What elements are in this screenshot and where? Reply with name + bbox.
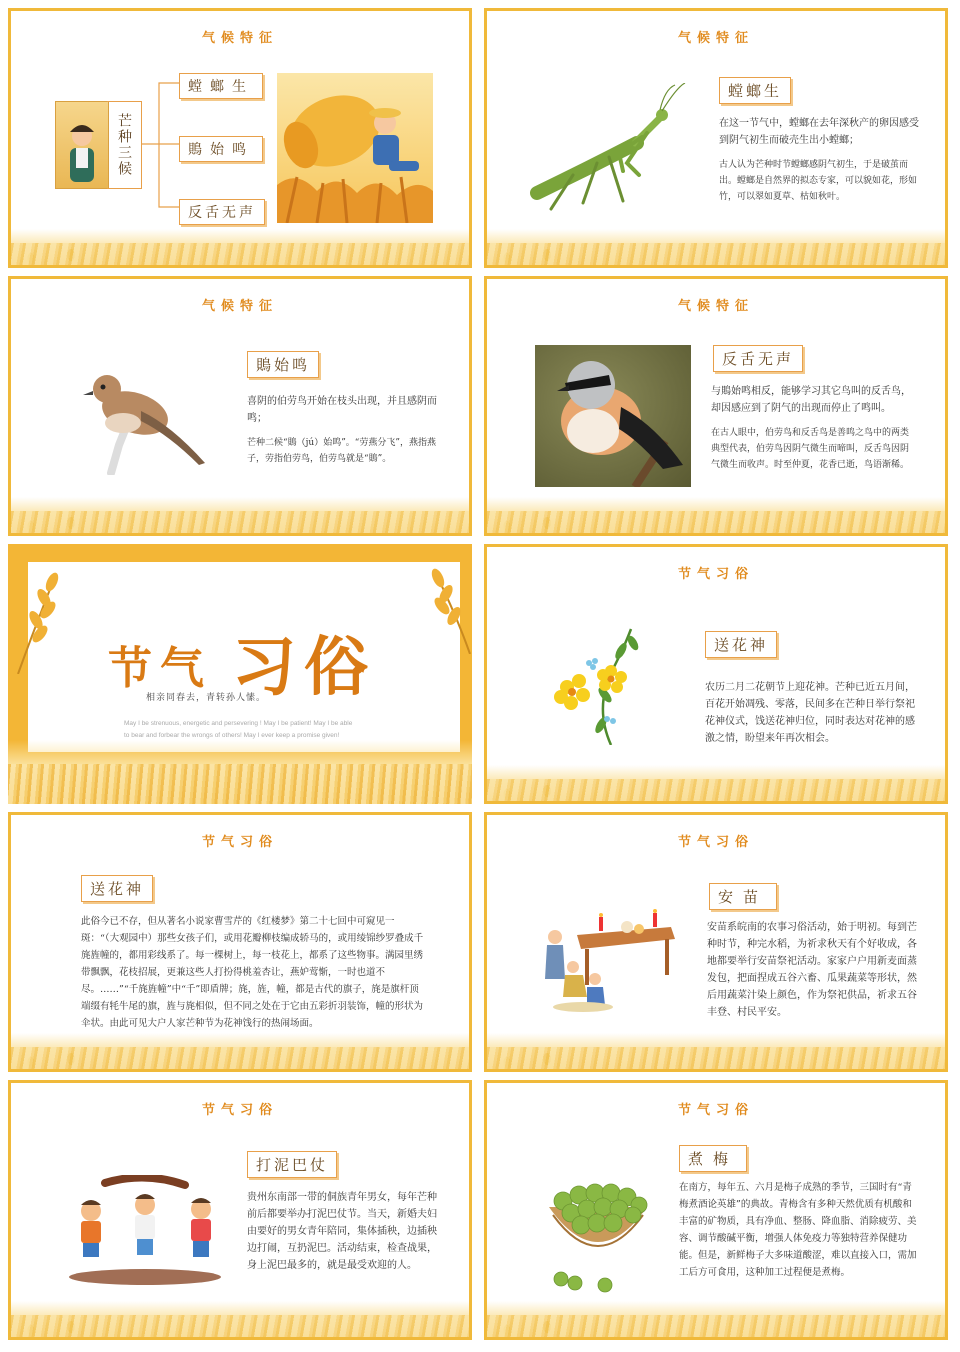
paragraph-2: 古人认为芒种时节螳螂感阴气初生，于是破茧而出。螳螂是自然界的拟态专家，可以貌如花，形如竹，可以翠如夏草、枯如秋叶。 (719, 160, 918, 202)
slide-4 (484, 276, 948, 536)
wheat-band (487, 1301, 945, 1337)
topic-tag: 送花神 (705, 631, 777, 658)
topic-tag: 送花神 (81, 875, 153, 902)
shrike-image (81, 365, 211, 475)
slide-title: 节气习俗 (201, 835, 278, 850)
farmer-portrait (55, 101, 109, 189)
three-phases-box (107, 101, 142, 189)
plums-basket-image (543, 1167, 653, 1297)
mantis-image (527, 83, 687, 213)
slide-title: 节气习俗 (201, 1103, 278, 1118)
wheat-ear-left-icon (8, 564, 68, 674)
topic-text (247, 393, 443, 475)
english-line-1: May I be strenuous, energetic and persevering ! May I be patient! May I be able (124, 720, 353, 727)
paragraph-1: 农历二月二花朝节上迎花神。芒种已近五月间，百花开始凋残、零落，民间多在芒种日举行祭祀花神仪式，饯送花神归位，同时表达对花神的感激之情，盼望来年再次相会。 (705, 682, 915, 744)
slide-1 (8, 8, 472, 268)
section-title-b: 习俗 (232, 630, 376, 705)
paragraph-2: 在古人眼中，伯劳鸟和反舌鸟是善鸣之鸟中的两类典型代表，伯劳鸟因阴气微生而啼叫，反舌鸟因阴气微生而收声。时至仲夏，花香已逝，鸟语渐稀。 (711, 428, 910, 470)
wheat-band (11, 497, 469, 533)
topic-text (705, 679, 915, 755)
wheat-stalks (8, 764, 472, 804)
slide-7 (8, 812, 472, 1072)
slide-title: 气候特征 (201, 299, 278, 314)
wheat-ear-right-icon (426, 564, 472, 654)
topic-tag: 螳螂生 (719, 77, 791, 104)
topic-tag: 安苗 (709, 883, 777, 910)
topic-text (81, 913, 427, 1040)
slide-title: 气候特征 (677, 31, 754, 46)
topic-text (707, 919, 919, 1029)
paragraph-1: 贵州东南部一带的侗族青年男女，每年芒种前后都要举办打泥巴仗节。当天，新婚夫妇由要好的男女青年陪同，集体插秧，边插秧边打闹，互扔泥巴。活动结束，检查战果，身上泥巴最多的，就是最受欢迎的人。 (247, 1192, 437, 1271)
topic-text (247, 1189, 441, 1282)
shrike-photo (535, 345, 691, 487)
topic-tag: 打泥巴仗 (247, 1151, 337, 1178)
wheat-band (487, 1033, 945, 1069)
phase-tag-1: 螳螂生 (179, 73, 263, 99)
slide-5 (8, 544, 472, 804)
topic-tag: 反舌无声 (713, 345, 803, 372)
slide-10 (484, 1080, 948, 1340)
paragraph-2: 芒种二候“鵙（jú）始鸣”。“劳燕分飞”，燕指燕子，劳指伯劳鸟，伯劳鸟就是“鵙”。 (247, 438, 436, 464)
paragraph-1: 喜阴的伯劳鸟开始在枝头出现，并且感阴而鸣； (247, 396, 437, 424)
flower-image (545, 625, 645, 745)
slide-title: 节气习俗 (677, 567, 754, 582)
topic-text (711, 383, 917, 481)
slide-title: 气候特征 (201, 31, 278, 46)
motto: 相亲同春去，青转孙人愫。 (146, 693, 267, 703)
slide-3 (8, 276, 472, 536)
section-title-a: 节气 (108, 643, 212, 694)
paragraph-1: 安苗系皖南的农事习俗活动，始于明初。每到芒种时节，种完水稻，为祈求秋天有个好收成，各地都要举行安苗祭祀活动。家家户户用新麦面蒸发包，把面捏成五谷六畜、瓜果蔬菜等形状，然后用蔬菜汁染上颜色，作为祭祀供品，祈求五谷丰登、村民平安。 (707, 922, 917, 1018)
harvest-illustration (277, 73, 433, 223)
mud-fight-illustration (65, 1175, 225, 1285)
paragraph-1: 此俗今已不存，但从著名小说家曹雪芹的《红楼梦》第二十七回中可窥见一斑：“（大观园中）那些女孩子们，或用花瓣柳枝编成轿马的，或用绫锦纱罗叠成千旄旌幢的，都用彩线系了。每一棵树上，每一枝花上，都系了这些物事。满园里绣带飘飘，花枝招展，更兼这些人打扮得桃羞杏让，燕妒莺惭，一时也道不尽。……”“千旄旌幢”中“千”即盾牌；旄，旌，幢，都是古代的旗子，旄是旗杆顶端缀有牦牛尾的旗，旌与旄相似，但不同之处在于它由五彩折羽装饰，幢的形状为伞状。由此可见大户人家芒种节为花神饯行的热闹场面。 (81, 916, 424, 1029)
paragraph-1: 在南方，每年五、六月是梅子成熟的季节，三国时有“青梅煮酒论英雄”的典故。青梅含有多种天然优质有机酸和丰富的矿物质，具有净血、整肠、降血脂、消除疲劳、美容、调节酸碱平衡，增强人体免疫力等独特营养保健功能。但是，新鲜梅子大多味道酸涩，难以直接入口，需加工后方可食用，这种加工过程便是煮梅。 (679, 1182, 917, 1278)
slide-title: 节气习俗 (677, 835, 754, 850)
topic-text (679, 1179, 917, 1289)
worship-illustration (543, 905, 683, 1015)
slide-8 (484, 812, 948, 1072)
phase-tag-2: 鵙始鸣 (179, 136, 263, 162)
topic-text (719, 115, 919, 213)
english-line-2: to bear and forbear the wrongs of others! May I ever keep a promise given! (124, 732, 340, 739)
connector-lines (141, 71, 181, 221)
wheat-band (11, 1033, 469, 1069)
slide-6 (484, 544, 948, 804)
slide-title: 节气习俗 (677, 1103, 754, 1118)
slide-2 (484, 8, 948, 268)
wheat-band (11, 1301, 469, 1337)
wheat-band (487, 765, 945, 801)
paragraph-1: 在这一节气中，螳螂在去年深秋产的卵因感受到阴气初生而破壳生出小螳螂； (719, 118, 919, 146)
wheat-band (11, 229, 469, 265)
three-phases-label: 芒种三候 (116, 113, 132, 177)
wheat-band (487, 497, 945, 533)
wheat-band (487, 229, 945, 265)
topic-tag: 煮梅 (679, 1145, 747, 1172)
slide-9 (8, 1080, 472, 1340)
paragraph-1: 与鵙始鸣相反，能够学习其它鸟叫的反舌鸟，却因感应到了阴气的出现而停止了鸣叫。 (711, 386, 911, 414)
topic-tag: 鵙始鸣 (247, 351, 319, 378)
slide-title: 气候特征 (677, 299, 754, 314)
phase-tag-3: 反舌无声 (179, 199, 265, 225)
